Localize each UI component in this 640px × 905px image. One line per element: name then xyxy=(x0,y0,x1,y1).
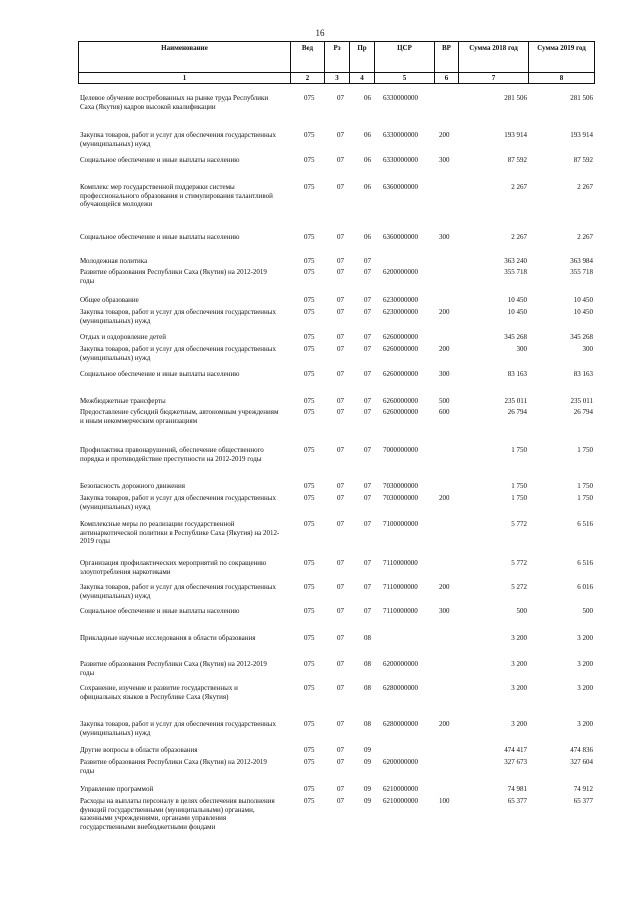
cell-rz: 07 xyxy=(337,660,344,668)
cell-ved: 075 xyxy=(304,397,315,405)
cell-ved: 075 xyxy=(304,408,315,416)
cell-csr: 6280000000 xyxy=(383,684,418,692)
cell-rz: 07 xyxy=(337,746,344,754)
cell-ved: 075 xyxy=(304,520,315,528)
cell-name: Закупка товаров, работ и услуг для обеспечения государственных (муниципальных) нужд xyxy=(80,308,277,325)
cell-pr: 07 xyxy=(364,397,371,405)
cell-s18: 363 240 xyxy=(504,257,527,265)
cell-s19: 1 750 xyxy=(577,446,593,454)
cell-rz: 07 xyxy=(337,308,344,316)
cell-rz: 07 xyxy=(337,257,344,265)
cell-s19: 6 516 xyxy=(577,520,593,528)
cell-s19: 3 200 xyxy=(577,660,593,668)
cell-csr: 7110000000 xyxy=(383,583,418,591)
cell-rz: 07 xyxy=(337,559,344,567)
cell-s18: 500 xyxy=(516,607,527,615)
cell-s18: 3 200 xyxy=(511,720,527,728)
cell-s18: 5 272 xyxy=(511,583,527,591)
cell-pr: 08 xyxy=(364,634,371,642)
col-header-pr: Пр xyxy=(350,42,375,73)
cell-name: Социальное обеспечение и иные выплаты населению xyxy=(80,607,240,615)
cell-csr: 6360000000 xyxy=(383,233,418,241)
col-header-name: Наименование xyxy=(79,42,291,73)
cell-name: Молодежная политика xyxy=(80,257,148,265)
cell-rz: 07 xyxy=(337,684,344,692)
cell-name: Комплекс мер государственной поддержки системы профессионального образования и стимулирования талантливой обучающейся молодежи xyxy=(80,183,273,209)
cell-name: Закупка товаров, работ и услуг для обеспечения государственных (муниципальных) нужд xyxy=(80,494,277,511)
cell-s19: 500 xyxy=(582,607,593,615)
cell-pr: 06 xyxy=(364,156,371,164)
cell-ved: 075 xyxy=(304,131,315,139)
cell-ved: 075 xyxy=(304,94,315,102)
cell-vr: 200 xyxy=(439,583,450,591)
cell-s18: 1 750 xyxy=(511,494,527,502)
cell-pr: 07 xyxy=(364,607,371,615)
cell-s19: 87 592 xyxy=(573,156,593,164)
cell-pr: 07 xyxy=(364,559,371,567)
cell-s18: 5 772 xyxy=(511,520,527,528)
cell-rz: 07 xyxy=(337,797,344,805)
cell-rz: 07 xyxy=(337,94,344,102)
cell-name: Развитие образования Республики Саха (Якутия) на 2012-2019 годы xyxy=(80,660,267,677)
cell-ved: 075 xyxy=(304,183,315,191)
cell-csr: 7030000000 xyxy=(383,482,418,490)
cell-s18: 300 xyxy=(516,345,527,353)
cell-pr: 07 xyxy=(364,446,371,454)
cell-s19: 26 794 xyxy=(573,408,593,416)
cell-s18: 1 750 xyxy=(511,446,527,454)
cell-rz: 07 xyxy=(337,345,344,353)
cell-s18: 327 673 xyxy=(504,758,527,766)
cell-name: Прикладные научные исследования в области образования xyxy=(80,634,256,642)
cell-s18: 281 506 xyxy=(504,94,527,102)
cell-rz: 07 xyxy=(337,296,344,304)
cell-csr: 6260000000 xyxy=(383,333,418,341)
cell-s18: 3 200 xyxy=(511,684,527,692)
cell-vr: 200 xyxy=(439,345,450,353)
col-number-s18: 7 xyxy=(459,73,529,84)
cell-pr: 07 xyxy=(364,370,371,378)
cell-s19: 10 450 xyxy=(573,296,593,304)
cell-s18: 235 011 xyxy=(504,397,527,405)
cell-rz: 07 xyxy=(337,156,344,164)
col-number-s19: 8 xyxy=(529,73,595,84)
cell-name: Развитие образования Республики Саха (Якутия) на 2012-2019 годы xyxy=(80,758,267,775)
cell-ved: 075 xyxy=(304,660,315,668)
cell-s18: 74 981 xyxy=(507,785,527,793)
cell-csr: 6200000000 xyxy=(383,660,418,668)
cell-ved: 075 xyxy=(304,233,315,241)
cell-pr: 08 xyxy=(364,684,371,692)
cell-pr: 09 xyxy=(364,758,371,766)
cell-name: Сохранение, изучение и развитие государственных и официальных языков в Республике Саха (Якутия) xyxy=(80,684,238,701)
cell-csr: 6260000000 xyxy=(383,370,418,378)
cell-csr: 6280000000 xyxy=(383,720,418,728)
cell-pr: 08 xyxy=(364,720,371,728)
cell-s19: 281 506 xyxy=(570,94,593,102)
cell-s18: 355 718 xyxy=(504,268,527,276)
cell-rz: 07 xyxy=(337,333,344,341)
cell-rz: 07 xyxy=(337,482,344,490)
cell-s19: 65 377 xyxy=(573,797,593,805)
cell-rz: 07 xyxy=(337,634,344,642)
cell-name: Комплексные меры по реализации государственной антинаркотической политики в Республике Саха (Якутия) на 2012-2019 годы xyxy=(80,520,280,546)
cell-name: Межбюджетные трансферты xyxy=(80,397,166,405)
cell-pr: 07 xyxy=(364,583,371,591)
cell-s18: 2 267 xyxy=(511,183,527,191)
cell-name: Закупка товаров, работ и услуг для обеспечения государственных (муниципальных) нужд xyxy=(80,131,277,148)
cell-pr: 09 xyxy=(364,785,371,793)
col-number-pr: 4 xyxy=(350,73,375,84)
table-header xyxy=(78,41,595,84)
cell-ved: 075 xyxy=(304,308,315,316)
cell-ved: 075 xyxy=(304,559,315,567)
col-number-name: 1 xyxy=(79,73,291,84)
cell-csr: 6260000000 xyxy=(383,408,418,416)
cell-ved: 075 xyxy=(304,607,315,615)
cell-s19: 235 011 xyxy=(570,397,593,405)
cell-pr: 07 xyxy=(364,345,371,353)
cell-ved: 075 xyxy=(304,785,315,793)
cell-vr: 300 xyxy=(439,370,450,378)
cell-pr: 07 xyxy=(364,482,371,490)
cell-s19: 2 267 xyxy=(577,183,593,191)
cell-vr: 200 xyxy=(439,131,450,139)
cell-csr: 6210000000 xyxy=(383,785,418,793)
cell-csr: 6230000000 xyxy=(383,308,418,316)
cell-s19: 10 450 xyxy=(573,308,593,316)
cell-vr: 600 xyxy=(439,408,450,416)
cell-rz: 07 xyxy=(337,397,344,405)
cell-s19: 474 836 xyxy=(570,746,593,754)
cell-csr: 6360000000 xyxy=(383,183,418,191)
cell-vr: 300 xyxy=(439,233,450,241)
cell-ved: 075 xyxy=(304,446,315,454)
cell-s18: 193 914 xyxy=(504,131,527,139)
cell-s19: 300 xyxy=(582,345,593,353)
col-number-vr: 6 xyxy=(435,73,459,84)
cell-name: Социальное обеспечение и иные выплаты населению xyxy=(80,156,240,164)
cell-rz: 07 xyxy=(337,785,344,793)
cell-s18: 65 377 xyxy=(507,797,527,805)
cell-csr: 6260000000 xyxy=(383,345,418,353)
cell-csr: 6330000000 xyxy=(383,156,418,164)
cell-name: Социальное обеспечение и иные выплаты населению xyxy=(80,370,240,378)
cell-s18: 10 450 xyxy=(507,296,527,304)
cell-rz: 07 xyxy=(337,408,344,416)
cell-pr: 06 xyxy=(364,94,371,102)
cell-rz: 07 xyxy=(337,720,344,728)
cell-pr: 09 xyxy=(364,746,371,754)
cell-ved: 075 xyxy=(304,720,315,728)
cell-rz: 07 xyxy=(337,758,344,766)
cell-ved: 075 xyxy=(304,156,315,164)
cell-ved: 075 xyxy=(304,345,315,353)
cell-name: Организация профилактических мероприятий по сокращению злоупотребления наркотиками xyxy=(80,559,267,576)
cell-name: Закупка товаров, работ и услуг для обеспечения государственных (муниципальных) нужд xyxy=(80,583,277,600)
col-number-rz: 3 xyxy=(325,73,350,84)
col-header-rz: Рз xyxy=(325,42,350,73)
col-header-sum2018: Сумма 2018 год xyxy=(459,42,529,73)
cell-name: Закупка товаров, работ и услуг для обеспечения государственных (муниципальных) нужд xyxy=(80,345,277,362)
cell-csr: 6330000000 xyxy=(383,131,418,139)
cell-pr: 09 xyxy=(364,797,371,805)
cell-name: Безопасность дорожного движения xyxy=(80,482,186,490)
cell-ved: 075 xyxy=(304,634,315,642)
cell-name: Отдых и оздоровление детей xyxy=(80,333,166,341)
cell-s19: 193 914 xyxy=(570,131,593,139)
cell-pr: 07 xyxy=(364,296,371,304)
cell-csr: 7100000000 xyxy=(383,520,418,528)
cell-vr: 200 xyxy=(439,494,450,502)
cell-rz: 07 xyxy=(337,131,344,139)
cell-rz: 07 xyxy=(337,520,344,528)
cell-s19: 83 163 xyxy=(573,370,593,378)
cell-csr: 7110000000 xyxy=(383,559,418,567)
cell-csr: 6230000000 xyxy=(383,296,418,304)
cell-s19: 3 200 xyxy=(577,634,593,642)
cell-pr: 07 xyxy=(364,268,371,276)
cell-s19: 6 516 xyxy=(577,559,593,567)
cell-rz: 07 xyxy=(337,607,344,615)
cell-pr: 07 xyxy=(364,308,371,316)
cell-csr: 6260000000 xyxy=(383,397,418,405)
cell-ved: 075 xyxy=(304,482,315,490)
cell-pr: 07 xyxy=(364,333,371,341)
cell-s19: 355 718 xyxy=(570,268,593,276)
cell-csr: 6330000000 xyxy=(383,94,418,102)
cell-s19: 1 750 xyxy=(577,482,593,490)
cell-s19: 327 604 xyxy=(570,758,593,766)
cell-name: Расходы на выплаты персоналу в целях обеспечения выполнения функций государственными (муниципальными) органами, казенными учреждениями, органами управления государственными внебюджетными фондами xyxy=(80,797,275,831)
cell-s19: 6 016 xyxy=(577,583,593,591)
cell-pr: 08 xyxy=(364,660,371,668)
cell-s19: 363 984 xyxy=(570,257,593,265)
col-header-csr: ЦСР xyxy=(375,42,435,73)
cell-s19: 2 267 xyxy=(577,233,593,241)
cell-name: Общее образование xyxy=(80,296,139,304)
cell-name: Закупка товаров, работ и услуг для обеспечения государственных (муниципальных) нужд xyxy=(80,720,277,737)
col-header-ved: Вед xyxy=(291,42,325,73)
cell-pr: 07 xyxy=(364,520,371,528)
cell-s18: 2 267 xyxy=(511,233,527,241)
cell-vr: 300 xyxy=(439,607,450,615)
cell-ved: 075 xyxy=(304,583,315,591)
col-number-ved: 2 xyxy=(291,73,325,84)
cell-name: Профилактика правонарушений, обеспечение общественного порядка и противодействие преступности на 2012-2019 годы xyxy=(80,446,264,463)
cell-pr: 06 xyxy=(364,183,371,191)
cell-s18: 474 417 xyxy=(504,746,527,754)
cell-pr: 07 xyxy=(364,408,371,416)
cell-rz: 07 xyxy=(337,183,344,191)
cell-s18: 3 200 xyxy=(511,634,527,642)
cell-csr: 7000000000 xyxy=(383,446,418,454)
cell-ved: 075 xyxy=(304,257,315,265)
cell-rz: 07 xyxy=(337,370,344,378)
cell-rz: 07 xyxy=(337,494,344,502)
col-header-sum2019: Сумма 2019 год xyxy=(529,42,595,73)
cell-ved: 075 xyxy=(304,684,315,692)
col-header-vr: ВР xyxy=(435,42,459,73)
cell-ved: 075 xyxy=(304,746,315,754)
cell-name: Другие вопросы в области образования xyxy=(80,746,198,754)
cell-pr: 06 xyxy=(364,233,371,241)
cell-csr: 7110000000 xyxy=(383,607,418,615)
cell-ved: 075 xyxy=(304,494,315,502)
cell-ved: 075 xyxy=(304,370,315,378)
cell-vr: 100 xyxy=(439,797,450,805)
cell-csr: 7030000000 xyxy=(383,494,418,502)
cell-pr: 06 xyxy=(364,131,371,139)
cell-s18: 87 592 xyxy=(507,156,527,164)
page-number: 16 xyxy=(315,28,325,38)
cell-ved: 075 xyxy=(304,797,315,805)
cell-s18: 1 750 xyxy=(511,482,527,490)
cell-csr: 6200000000 xyxy=(383,268,418,276)
cell-s18: 83 163 xyxy=(507,370,527,378)
cell-rz: 07 xyxy=(337,268,344,276)
cell-rz: 07 xyxy=(337,583,344,591)
cell-s18: 345 268 xyxy=(504,333,527,341)
cell-s18: 26 794 xyxy=(507,408,527,416)
cell-name: Предоставление субсидий бюджетным, автономным учреждениям и иным некоммерческим организациям xyxy=(80,408,279,425)
cell-vr: 300 xyxy=(439,156,450,164)
cell-s19: 3 200 xyxy=(577,720,593,728)
cell-pr: 07 xyxy=(364,257,371,265)
cell-name: Управление программой xyxy=(80,785,154,793)
cell-s19: 74 912 xyxy=(573,785,593,793)
cell-csr: 6200000000 xyxy=(383,758,418,766)
cell-s18: 5 772 xyxy=(511,559,527,567)
cell-s18: 3 200 xyxy=(511,660,527,668)
cell-s19: 3 200 xyxy=(577,684,593,692)
cell-csr: 6210000000 xyxy=(383,797,418,805)
cell-pr: 07 xyxy=(364,494,371,502)
cell-name: Целевое обучение востребованных на рынке труда Республики Саха (Якутия) кадров высокой квалификации xyxy=(80,94,269,111)
cell-vr: 500 xyxy=(439,397,450,405)
cell-s18: 10 450 xyxy=(507,308,527,316)
cell-s19: 345 268 xyxy=(570,333,593,341)
cell-s19: 1 750 xyxy=(577,494,593,502)
cell-ved: 075 xyxy=(304,333,315,341)
cell-name: Развитие образования Республики Саха (Якутия) на 2012-2019 годы xyxy=(80,268,267,285)
cell-ved: 075 xyxy=(304,268,315,276)
cell-rz: 07 xyxy=(337,233,344,241)
col-number-csr: 5 xyxy=(375,73,435,84)
cell-ved: 075 xyxy=(304,758,315,766)
cell-name: Социальное обеспечение и иные выплаты населению xyxy=(80,233,240,241)
cell-rz: 07 xyxy=(337,446,344,454)
cell-vr: 200 xyxy=(439,720,450,728)
cell-ved: 075 xyxy=(304,296,315,304)
cell-vr: 200 xyxy=(439,308,450,316)
